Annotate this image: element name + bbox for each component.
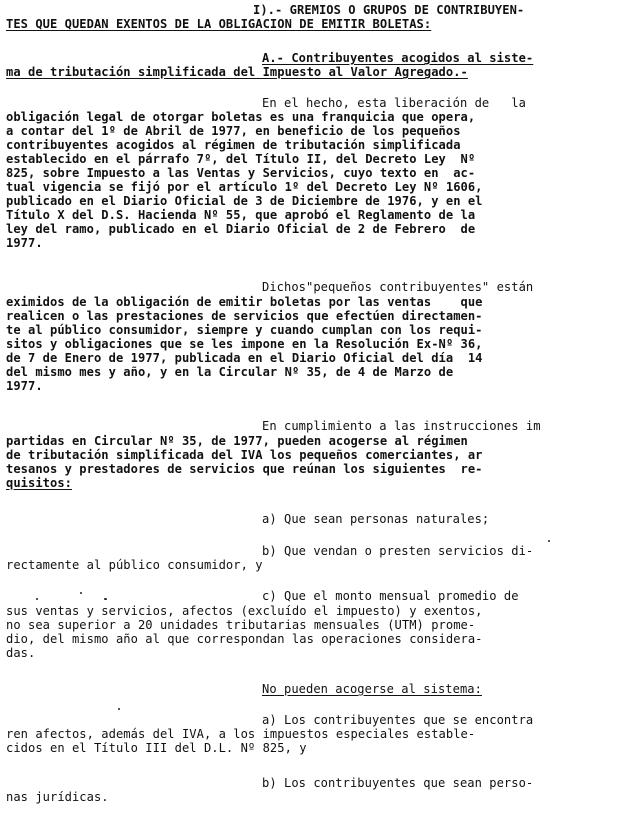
requisito-b-line-1: b) Que vendan o presten servicios di-: [262, 544, 534, 558]
requisito-c-line: das.: [6, 646, 36, 660]
scan-speck: [118, 708, 120, 710]
para3-line: quisitos:: [6, 476, 72, 490]
para2-line: del mismo mes y año, y en la Circular Nº 35, de 4 de Marzo de: [6, 365, 454, 379]
para3-line: partidas en Circular Nº 35, de 1977, pueden acogerse al régimen: [6, 434, 468, 448]
para2-line: Dichos"pequeños contribuyentes" están: [262, 280, 534, 294]
scan-speck: [80, 592, 82, 594]
para1-line: Título X del D.S. Hacienda Nº 55, que aprobó el Reglamento de la: [6, 208, 476, 222]
para2-line: realicen o las prestaciones de servicios que efectúen directamen-: [6, 309, 483, 323]
requisito-c-line: sus ventas y servicios, afectos (excluído el impuesto) y exentos,: [6, 604, 483, 618]
no-pueden-title: No pueden acogerse al sistema:: [262, 682, 482, 696]
requisito-c-line: no sea superior a 20 unidades tributarias mensuales (UTM) prome-: [6, 618, 476, 632]
para1-line: contribuyentes acogidos al régimen de tributación simplificada: [6, 138, 461, 152]
no-pueden-a-line: ren afectos, además del IVA, a los impuestos especiales estable-: [6, 727, 476, 741]
para1-line: obligación legal de otorgar boletas es una franquicia que opera,: [6, 110, 476, 124]
para1-line: tual vigencia se fijó por el artículo 1º del Decreto Ley Nº 1606,: [6, 180, 483, 194]
para1-line: publicado en el Diario Oficial de 3 de Diciembre de 1976, y en el: [6, 194, 483, 208]
requisito-c-line: dio, del mismo año al que correspondan las operaciones considera-: [6, 632, 483, 646]
no-pueden-b-line-1: b) Los contribuyentes que sean perso-: [262, 776, 534, 790]
no-pueden-b-line-2: nas jurídicas.: [6, 790, 109, 804]
para1-line: 825, sobre Impuesto a las Ventas y Servicios, cuyo texto en ac-: [6, 166, 476, 180]
para3-line: En cumplimiento a las instrucciones im: [262, 419, 541, 433]
para2-line: sitos y obligaciones que se les impone en la Resolución Ex-Nº 36,: [6, 337, 483, 351]
scan-speck: [36, 598, 38, 600]
requisito-b-line-2: rectamente al público consumidor, y: [6, 558, 263, 572]
para1-line: establecido en el párrafo 7º, del Título II, del Decreto Ley Nº: [6, 152, 476, 166]
heading-line-1: I).- GREMIOS O GRUPOS DE CONTRIBUYEN-: [253, 3, 525, 17]
para1-line: 1977.: [6, 236, 43, 250]
para3-line: de tributación simplificada del IVA los pequeños comerciantes, ar: [6, 448, 483, 462]
scan-speck: [548, 540, 550, 542]
requisito-a: a) Que sean personas naturales;: [262, 512, 490, 526]
para2-line: de 7 de Enero de 1977, publicada en el Diario Oficial del día 14: [6, 351, 483, 365]
para2-line: te al público consumidor, siempre y cuando cumplan con los requi-: [6, 323, 483, 337]
heading-line-2: TES QUE QUEDAN EXENTOS DE LA OBLIGACION DE EMITIR BOLETAS:: [6, 17, 432, 31]
section-a-title-line-2: ma de tributación simplificada del Impuesto al Valor Agregado.-: [6, 65, 468, 79]
para1-line: En el hecho, esta liberación de la: [262, 96, 526, 110]
requisito-c-line: c) Que el monto mensual promedio de: [262, 589, 519, 603]
para3-line: tesanos y prestadores de servicios que reúnan los siguientes re-: [6, 462, 483, 476]
para1-line: a contar del 1º de Abril de 1977, en beneficio de los pequeños: [6, 124, 461, 138]
para2-line: 1977.: [6, 379, 43, 393]
para1-line: ley del ramo, publicado en el Diario Oficial de 2 de Febrero de: [6, 222, 476, 236]
section-a-title-line-1: A.- Contribuyentes acogidos al siste-: [262, 51, 534, 65]
para2-line: eximidos de la obligación de emitir boletas por las ventas que: [6, 295, 483, 309]
no-pueden-a-line: a) Los contribuyentes que se encontra: [262, 713, 534, 727]
no-pueden-a-line: cidos en el Título III del D.L. Nº 825, y: [6, 741, 307, 755]
scan-speck: [104, 598, 107, 600]
